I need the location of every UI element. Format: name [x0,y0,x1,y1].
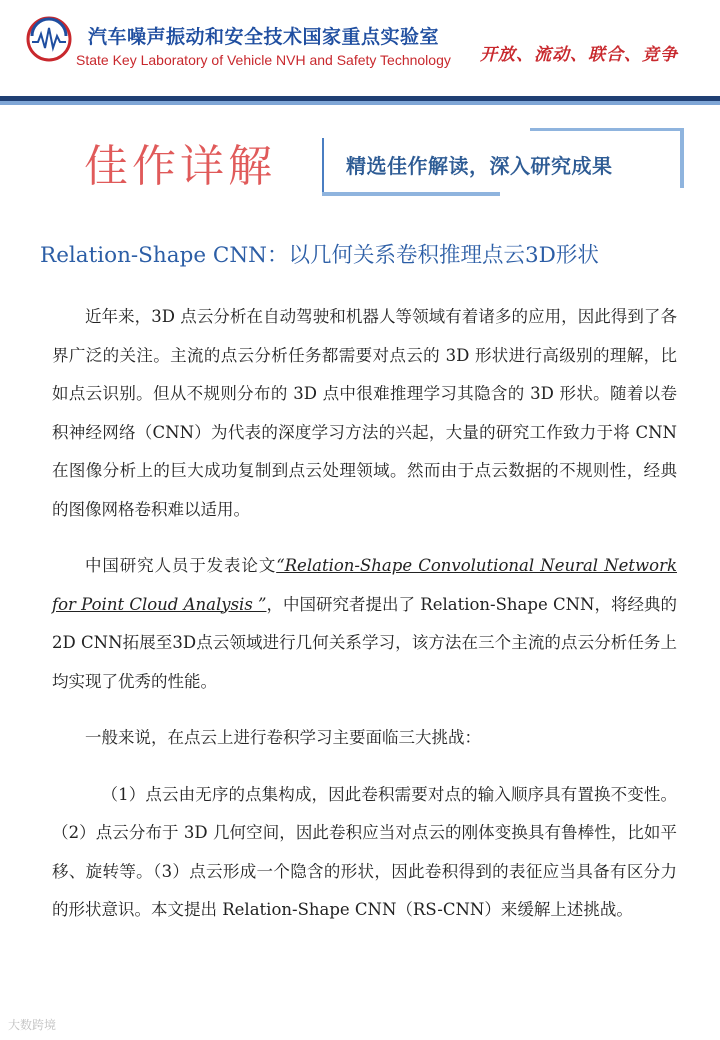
section-tagline: 精选佳作解读，深入研究成果 [346,154,613,178]
watermark: 大数跨境 [8,1018,57,1032]
tagline-frame-top [530,128,684,131]
tagline-frame-left [322,138,324,194]
header-divider-light [0,101,720,105]
lab-name-cn: 汽车噪声振动和安全技术国家重点实验室 [88,26,440,48]
paragraph-challenges: （1）点云由无序的点集构成，因此卷积需要对点的输入顺序具有置换不变性。（2）点云分布于 3D 几何空间，因此卷积应当对点云的刚体变换具有鲁棒性，比如平移、旋转等。（3）点云形成一个隐含的形状，因此卷积得到的表征应当具备有区分力的形状意识。本文提出 Relation-Shape CNN（RS-CNN）来缓解上述挑战。 [52,784,677,919]
paragraph-intro: 近年来，3D 点云分析在自动驾驶和机器人等领域有着诸多的应用，因此得到了各界广泛的关注。主流的点云分析任务都需要对点云的 3D 形状进行高级别的理解，比如点云识别。但从不规则分布的 3D 点中很难推理学习其隐含的 3D 形状。随着以卷积神经网络（CNN）为代表的深度学习方法的兴起，大量的研究工作致力于将 CNN 在图像分析上的巨大成功复制到点云处理领域。然而由于点云数据的不规则性，经典的图像网格卷积难以适用。 [52,307,677,519]
section-title: 佳作详解 [84,141,276,192]
paragraph-challenges-intro: 一般来说，在点云上进行卷积学习主要面临三大挑战： [85,728,481,747]
waveform-logo-icon [26,16,72,62]
lab-slogan: 开放、流动、联合、竞争 [480,45,678,65]
paper-intro-text: 中国研究人员于发表论文 [85,556,277,575]
paper-title-link[interactable]: “Relation-Shape Convolutional Neural Network for Point Cloud Analysis ” [52,556,677,614]
paper-summary-text: ，中国研究者提出了 Relation-Shape CNN，将经典的2D CNN拓展至3D点云领域进行几何关系学习，该方法在三个主流的点云分析任务上均实现了优秀的性能。 [52,594,677,691]
paragraph-paper [52,547,677,701]
article-title: Relation-Shape CNN：以几何关系卷积推理点云3D形状 [40,243,599,268]
tagline-frame-bottom [322,192,500,196]
tagline-frame-right [680,128,684,188]
lab-name-en: State Key Laboratory of Vehicle NVH and Safety Technology [76,52,451,68]
article-body [52,298,677,948]
page-header [0,0,720,100]
